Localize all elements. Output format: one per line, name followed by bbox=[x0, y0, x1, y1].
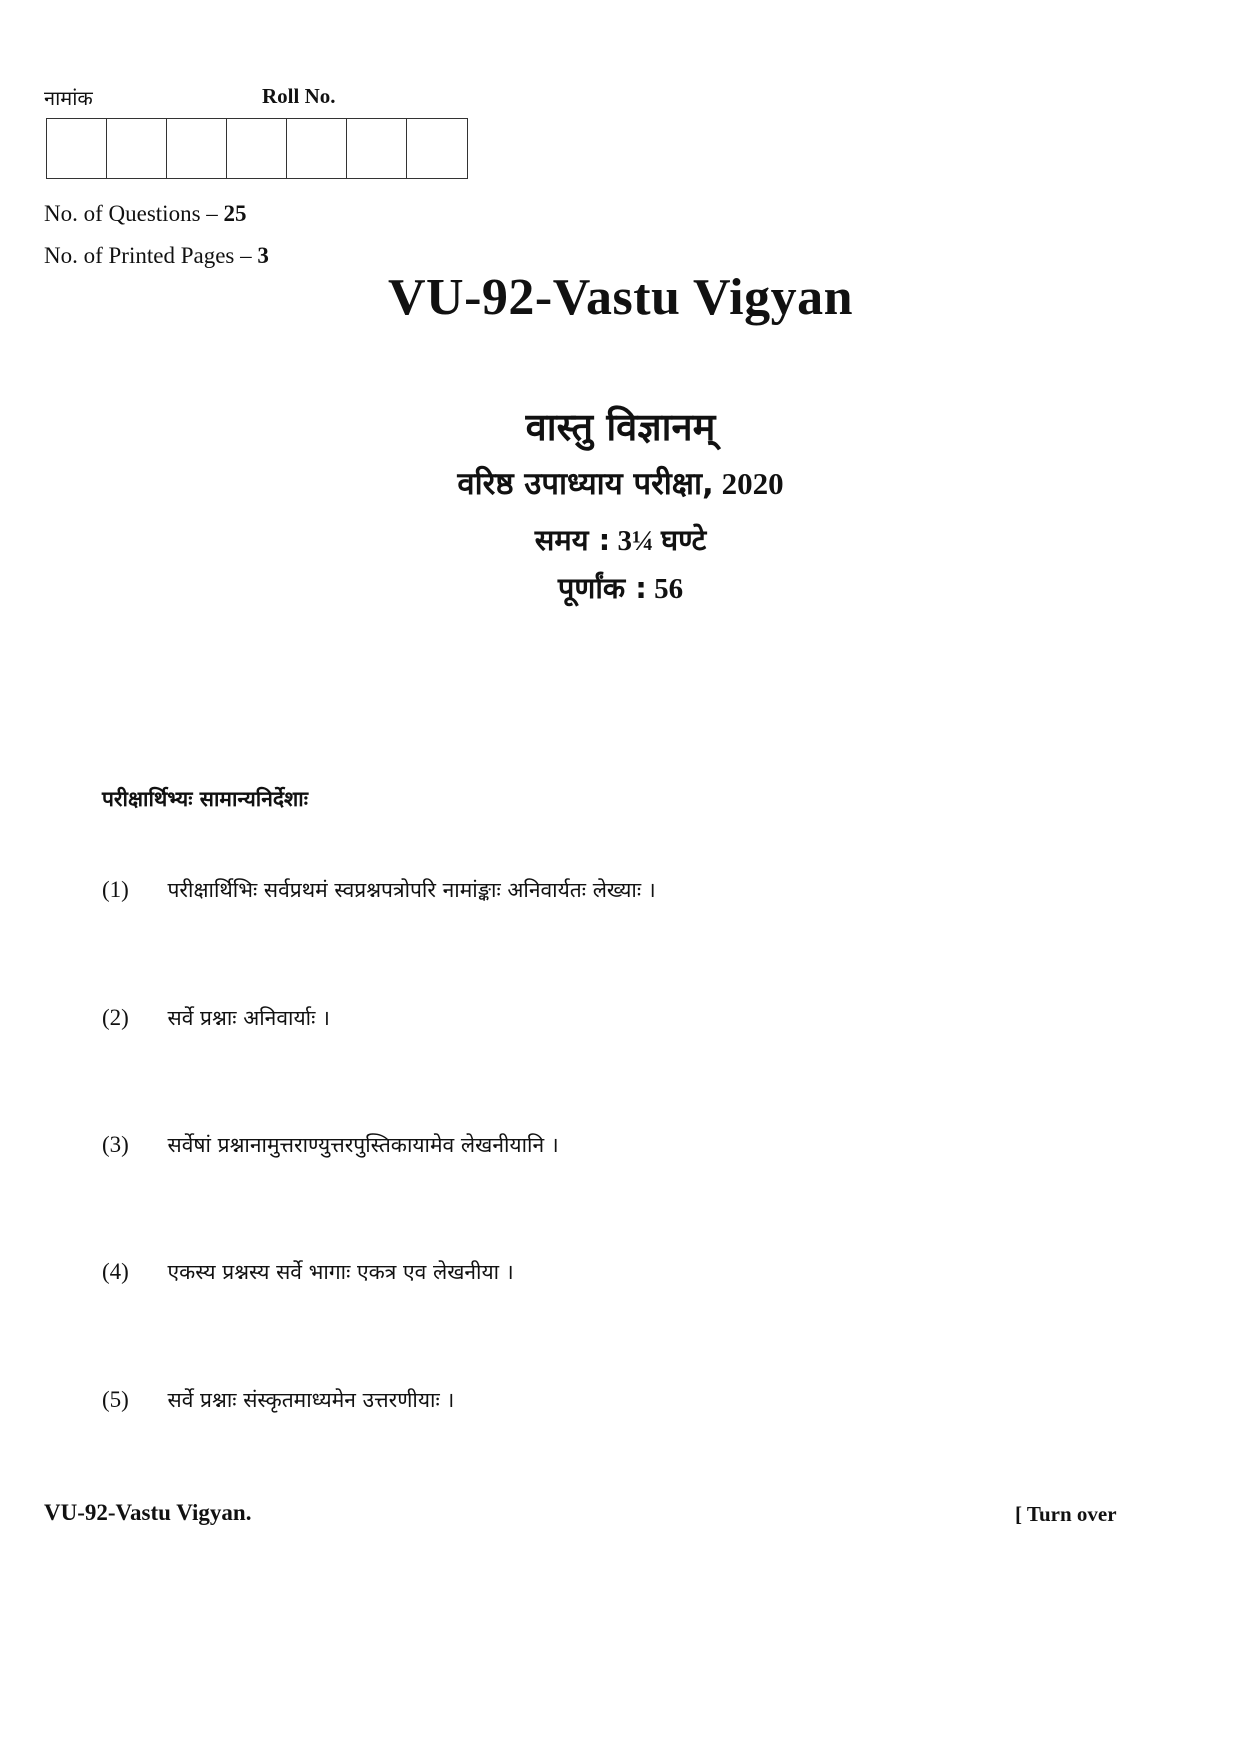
roll-digit-box[interactable] bbox=[227, 119, 287, 178]
roll-no-label: Roll No. bbox=[262, 84, 336, 108]
exam-name-text: वरिष्ठ उपाध्याय परीक्षा, bbox=[457, 466, 714, 502]
pages-value: 3 bbox=[257, 243, 269, 268]
instruction-number: (5) bbox=[102, 1387, 129, 1412]
instruction-text: एकस्य प्रश्नस्य सर्वे भागाः एकत्र एव लेखनीया । bbox=[167, 1260, 514, 1284]
instruction-item bbox=[102, 1386, 454, 1414]
roll-digit-box[interactable] bbox=[347, 119, 407, 178]
instruction-number: (4) bbox=[102, 1259, 129, 1284]
time-value: 3¼ bbox=[617, 525, 654, 557]
footer-paper-code: VU-92-Vastu Vigyan. bbox=[44, 1500, 252, 1525]
pages-count bbox=[44, 243, 269, 269]
instruction-item bbox=[102, 1258, 514, 1286]
questions-value: 25 bbox=[223, 201, 247, 226]
exam-time bbox=[0, 520, 1241, 559]
footer-turn-over: [ Turn over bbox=[1015, 1502, 1117, 1526]
instruction-text: परीक्षार्थिभिः सर्वप्रथमं स्वप्रश्नपत्रोपरि नामांङ्काः अनिवार्यतः लेख्याः । bbox=[167, 878, 656, 902]
paper-title: VU-92-Vastu Vigyan bbox=[387, 269, 854, 326]
roll-number-boxes bbox=[46, 118, 468, 179]
instruction-number: (3) bbox=[102, 1132, 129, 1157]
roll-number-header bbox=[44, 84, 484, 114]
instruction-text: सर्वे प्रश्नाः अनिवार्याः । bbox=[167, 1006, 330, 1030]
roll-digit-box[interactable] bbox=[107, 119, 167, 178]
marks-label: पूर्णांक : bbox=[557, 571, 647, 605]
roll-digit-box[interactable] bbox=[167, 119, 227, 178]
max-marks bbox=[0, 568, 1241, 607]
roll-digit-box[interactable] bbox=[407, 119, 467, 178]
instruction-text: सर्वेषां प्रश्नानामुत्तराण्युत्तरपुस्तिकायामेव लेखनीयानि । bbox=[167, 1133, 559, 1157]
time-label: समय : bbox=[534, 523, 611, 557]
roll-digit-box[interactable] bbox=[287, 119, 347, 178]
instruction-text: सर्वे प्रश्नाः संस्कृतमाध्यमेन उत्तरणीयाः । bbox=[167, 1388, 455, 1412]
exam-name bbox=[0, 462, 1241, 504]
marks-value: 56 bbox=[654, 573, 684, 605]
questions-label: No. of Questions – bbox=[44, 201, 218, 226]
pages-label: No. of Printed Pages – bbox=[44, 243, 252, 268]
instruction-item bbox=[102, 876, 656, 904]
instruction-item bbox=[102, 1131, 559, 1159]
exam-year: 2020 bbox=[721, 466, 784, 501]
questions-count bbox=[44, 201, 247, 227]
namank-label: नामांक bbox=[44, 86, 93, 110]
instruction-number: (2) bbox=[102, 1005, 129, 1030]
roll-digit-box[interactable] bbox=[47, 119, 107, 178]
instructions-heading: परीक्षार्थिभ्यः सामान्यनिर्देशाः bbox=[102, 787, 308, 811]
time-unit: घण्टे bbox=[661, 523, 707, 557]
instruction-number: (1) bbox=[102, 877, 129, 902]
instruction-item bbox=[102, 1004, 330, 1032]
subject-sanskrit: वास्तु विज्ञानम् bbox=[525, 405, 716, 449]
